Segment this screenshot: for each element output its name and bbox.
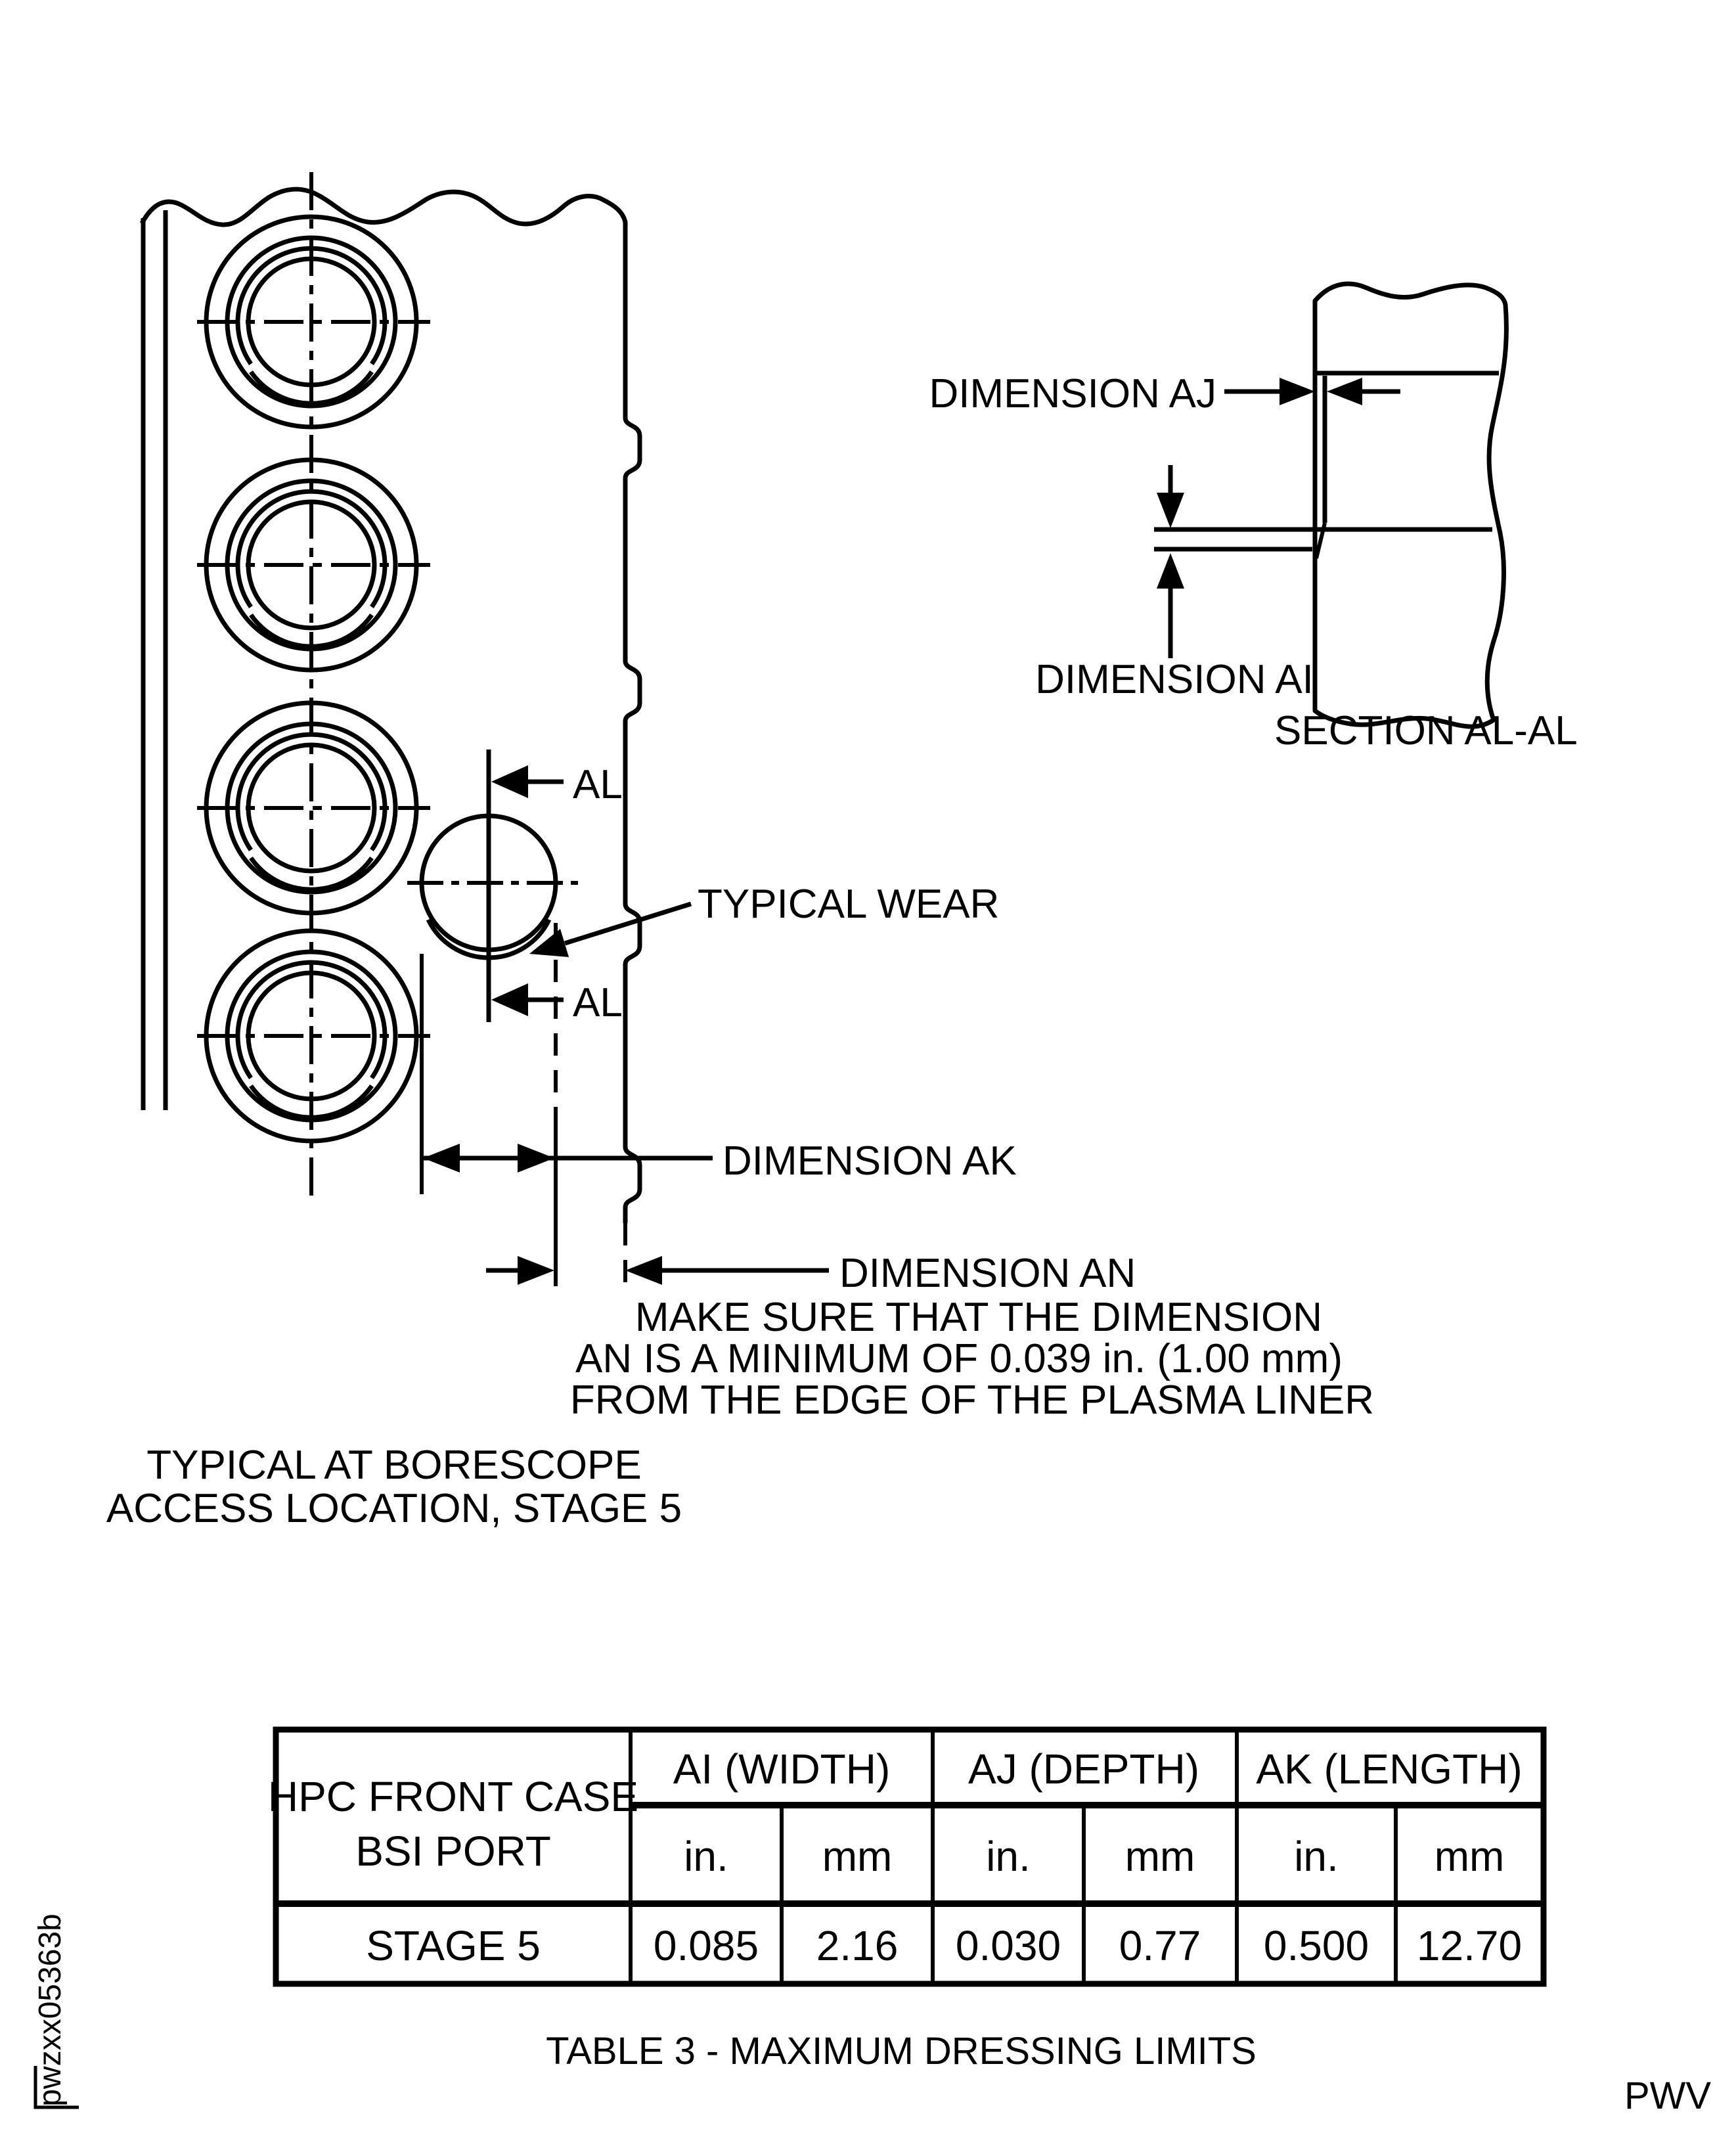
- note-line-2: AN IS A MINIMUM OF 0.039 in. (1.00 mm): [575, 1336, 1343, 1381]
- table-cell-ai-in: 0.085: [653, 1922, 759, 1969]
- typical-wear-label: TYPICAL WEAR: [698, 882, 1000, 927]
- dimension-ak-arrows: [423, 1144, 713, 1173]
- dressing-limits-table: [268, 1730, 1544, 2072]
- table-unit-aj-in: in.: [986, 1833, 1031, 1880]
- al-arrow-top: [491, 765, 564, 798]
- note-line-3: FROM THE EDGE OF THE PLASMA LINER: [569, 1377, 1375, 1423]
- table-unit-ak-mm: mm: [1434, 1833, 1505, 1880]
- dimension-an-label: DIMENSION AN: [839, 1251, 1136, 1296]
- table-rowheader-line-1: HPC FRONT CASE: [267, 1773, 639, 1820]
- table-unit-aj-mm: mm: [1124, 1833, 1195, 1880]
- table-colgroup-aj: AJ (DEPTH): [968, 1745, 1199, 1793]
- dimension-aj-arrows: [1224, 378, 1400, 405]
- table-colgroup-ai: AI (WIDTH): [673, 1745, 891, 1793]
- borescope-port-1: [197, 217, 430, 427]
- view-caption-line-2: ACCESS LOCATION, STAGE 5: [106, 1486, 682, 1531]
- footer-code: PWV: [1624, 2074, 1712, 2117]
- table-cell-ak-mm: 12.70: [1416, 1922, 1523, 1969]
- view-caption-line-1: TYPICAL AT BORESCOPE: [146, 1443, 642, 1488]
- table-cell-ak-in: 0.500: [1263, 1922, 1369, 1969]
- table-unit-ai-mm: mm: [822, 1833, 893, 1880]
- table-caption: TABLE 3 - MAXIMUM DRESSING LIMITS: [546, 2030, 1257, 2072]
- dimension-aj-label: DIMENSION AJ: [929, 371, 1216, 416]
- sidebar-code-text: pwzxx05363b: [33, 1914, 68, 2107]
- table-unit-ai-in: in.: [684, 1833, 728, 1880]
- table-cell-aj-mm: 0.77: [1119, 1922, 1201, 1969]
- dimension-ai-arrows: [1157, 465, 1184, 658]
- section-block-outline: [1315, 284, 1506, 727]
- note-line-1: MAKE SURE THAT THE DIMENSION: [634, 1295, 1323, 1340]
- section-al-al-label: SECTION AL-AL: [1274, 708, 1578, 753]
- dimension-ai-label: DIMENSION AI: [1035, 657, 1314, 702]
- borescope-port-4: [197, 931, 430, 1141]
- table-colgroup-ak: AK (LENGTH): [1256, 1745, 1523, 1793]
- typical-wear-leader: [529, 904, 691, 957]
- table-row: [366, 1922, 1522, 1969]
- dimension-an-arrows: [486, 1256, 829, 1285]
- table-row-label: STAGE 5: [366, 1922, 541, 1969]
- al-arrow-bottom: [491, 983, 564, 1016]
- table-cell-aj-in: 0.030: [955, 1922, 1061, 1969]
- sidebar-figure-code: [33, 1914, 79, 2107]
- al-label-bottom: AL: [573, 980, 623, 1025]
- al-label-top: AL: [573, 762, 623, 807]
- table-cell-ai-mm: 2.16: [816, 1922, 899, 1969]
- table-rowheader-line-2: BSI PORT: [355, 1827, 551, 1875]
- section-al-al-view: [929, 284, 1577, 753]
- borescope-port-2: [197, 460, 430, 670]
- borescope-port-3: [197, 703, 430, 913]
- dimension-ak-label: DIMENSION AK: [723, 1138, 1017, 1184]
- table-unit-ak-in: in.: [1294, 1833, 1339, 1880]
